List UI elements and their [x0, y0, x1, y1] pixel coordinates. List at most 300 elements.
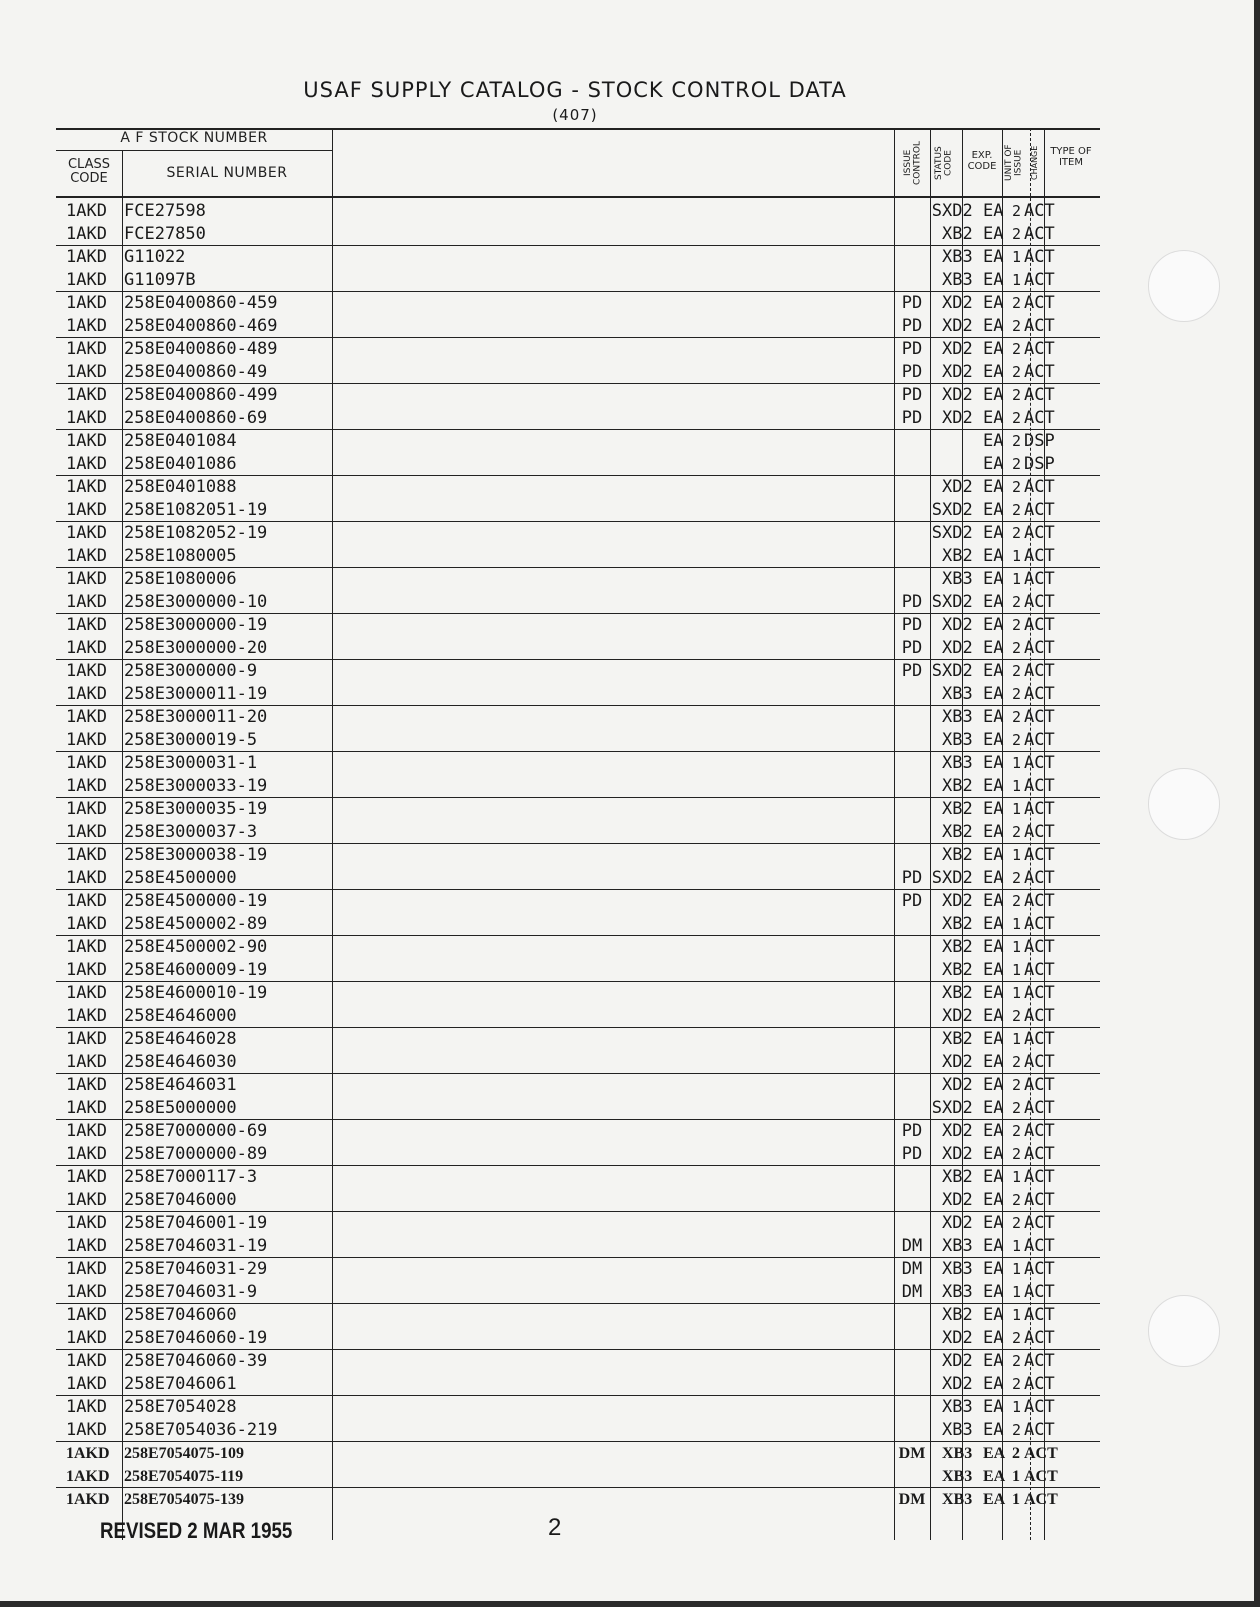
table-row — [56, 752, 1100, 775]
unit-of-issue-cell: EA — [983, 270, 1004, 290]
issue-control-cell — [894, 982, 930, 1005]
table-row — [56, 338, 1100, 361]
change-cell: 2 — [1012, 1053, 1022, 1071]
serial-number-cell: 258E7046060-39 — [124, 1351, 268, 1371]
table-row — [56, 1189, 1100, 1212]
serial-number-cell: 258E7046060 — [124, 1305, 237, 1325]
type-of-item-cell: ACT — [1024, 247, 1055, 267]
status-code-cell: S — [931, 592, 942, 612]
status-code-cell — [930, 361, 942, 384]
change-cell: 1 — [1012, 754, 1022, 772]
change-cell: 2 — [1012, 1122, 1022, 1140]
type-of-item-cell: ACT — [1024, 822, 1055, 842]
issue-control-cell: PD — [901, 638, 923, 658]
table-row — [56, 1074, 1100, 1097]
stock-table — [56, 128, 1100, 1540]
unit-of-issue-cell: EA — [983, 247, 1004, 267]
table-row — [56, 522, 1100, 545]
status-code-cell: S — [931, 868, 942, 888]
unit-of-issue-cell: EA — [983, 799, 1004, 819]
issue-control-cell — [894, 453, 930, 476]
class-code-cell: 1AKD — [66, 1006, 107, 1026]
serial-number-cell: 258E1080005 — [124, 546, 237, 566]
type-of-item-cell: ACT — [1024, 224, 1055, 244]
issue-control-cell — [894, 1419, 930, 1442]
class-code-cell: 1AKD — [66, 707, 107, 727]
type-of-item-cell: ACT — [1024, 753, 1055, 773]
issue-control-cell — [894, 430, 930, 453]
status-code-cell — [930, 890, 942, 913]
change-cell: 1 — [1012, 1030, 1022, 1048]
type-of-item-cell: DSP — [1024, 454, 1055, 474]
class-code-cell: 1AKD — [66, 891, 107, 911]
status-code-cell — [930, 706, 942, 729]
status-code-cell — [930, 407, 942, 430]
table-row — [56, 1212, 1100, 1235]
page-number: 2 — [548, 1514, 562, 1541]
serial-number-cell: 258E7046060-19 — [124, 1328, 268, 1348]
exp-code-cell: XB3 — [942, 753, 973, 773]
serial-number-cell: FCE27850 — [124, 224, 206, 244]
unit-of-issue-cell: EA — [983, 1121, 1004, 1141]
issue-control-cell — [894, 545, 930, 568]
binder-hole — [1148, 768, 1220, 840]
unit-of-issue-cell: EA — [983, 1236, 1004, 1256]
serial-number-cell: 258E3000031-1 — [124, 753, 258, 773]
type-of-item-cell: ACT — [1024, 937, 1055, 957]
issue-control-cell: PD — [901, 385, 923, 405]
unit-of-issue-cell: EA — [983, 569, 1004, 589]
type-of-item-cell: ACT — [1024, 914, 1055, 934]
serial-number-cell: 258E7054075-119 — [124, 1468, 244, 1485]
change-cell: 2 — [1012, 501, 1022, 519]
status-code-cell — [930, 1304, 942, 1327]
issue-control-cell — [894, 1097, 930, 1120]
type-of-item-cell: ACT — [1024, 339, 1055, 359]
unit-of-issue-cell: EA — [983, 638, 1004, 658]
type-of-item-cell: ACT — [1024, 776, 1055, 796]
unit-of-issue-cell: EA — [983, 408, 1004, 428]
exp-code-cell: XD2 — [942, 1190, 973, 1210]
class-code-cell: 1AKD — [66, 293, 107, 313]
exp-code-cell: XB3 — [942, 569, 973, 589]
exp-code-cell: XB3 — [942, 707, 973, 727]
type-of-item-cell: ACT — [1024, 684, 1055, 704]
serial-number-cell: 258E7000000-69 — [124, 1121, 268, 1141]
type-of-item-cell: ACT — [1024, 1052, 1055, 1072]
status-code-cell — [930, 315, 942, 338]
type-of-item-cell: ACT — [1024, 1144, 1055, 1164]
serial-number-cell: 258E0401088 — [124, 477, 237, 497]
serial-number-cell: 258E3000011-19 — [124, 684, 268, 704]
status-code-cell — [930, 246, 942, 269]
issue-control-cell — [894, 683, 930, 706]
unit-of-issue-cell: EA — [983, 1328, 1004, 1348]
table-row — [56, 407, 1100, 430]
class-code-cell: 1AKD — [66, 362, 107, 382]
table-row — [56, 1120, 1100, 1143]
exp-code-cell: XB2 — [942, 960, 973, 980]
unit-of-issue-cell: EA — [983, 868, 1004, 888]
serial-number-cell: 258E7054028 — [124, 1397, 237, 1417]
type-of-item-cell: ACT — [1024, 1468, 1058, 1485]
exp-code-cell: XD2 — [942, 1351, 973, 1371]
revised-stamp: REVISED 2 MAR 1955 — [100, 1518, 293, 1543]
change-cell: 2 — [1012, 317, 1022, 335]
table-row — [56, 1097, 1100, 1120]
type-of-item-cell: ACT — [1024, 845, 1055, 865]
serial-number-cell: 258E0400860-489 — [124, 339, 278, 359]
status-code-cell — [930, 982, 942, 1005]
status-code-cell — [930, 1281, 942, 1304]
issue-control-cell — [894, 200, 930, 223]
status-code-cell — [930, 959, 942, 982]
type-of-item-cell: ACT — [1024, 270, 1055, 290]
serial-number-cell: FCE27598 — [124, 201, 206, 221]
change-cell: 2 — [1012, 662, 1022, 680]
change-cell: 2 — [1012, 823, 1022, 841]
issue-control-cell — [894, 913, 930, 936]
binder-hole — [1148, 250, 1220, 322]
unit-of-issue-cell: EA — [983, 1213, 1004, 1233]
serial-number-cell: 258E7054036-219 — [124, 1420, 278, 1440]
class-code-cell: 1AKD — [66, 1213, 107, 1233]
serial-number-cell: 258E7046031-19 — [124, 1236, 268, 1256]
unit-of-issue-cell: EA — [983, 1144, 1004, 1164]
unit-of-issue-cell: EA — [983, 1029, 1004, 1049]
unit-of-issue-cell: EA — [983, 730, 1004, 750]
issue-control-cell — [894, 844, 930, 867]
type-of-item-cell: ACT — [1024, 868, 1055, 888]
table-row — [56, 545, 1100, 568]
type-of-item-cell: ACT — [1024, 385, 1055, 405]
unit-of-issue-cell: EA — [983, 592, 1004, 612]
serial-number-cell: 258E0400860-49 — [124, 362, 268, 382]
type-of-item-cell: ACT — [1024, 1328, 1055, 1348]
serial-number-cell: 258E3000000-19 — [124, 615, 268, 635]
table-row — [56, 246, 1100, 269]
issue-control-cell — [894, 1465, 930, 1488]
status-code-cell — [930, 637, 942, 660]
class-code-cell: 1AKD — [66, 868, 107, 888]
type-of-item-cell: ACT — [1024, 1397, 1055, 1417]
type-of-item-cell: ACT — [1024, 707, 1055, 727]
type-of-item-cell: ACT — [1024, 1190, 1055, 1210]
serial-number-cell: G11022 — [124, 247, 186, 267]
unit-of-issue-cell: EA — [983, 500, 1004, 520]
exp-code-cell: XD2 — [942, 1098, 973, 1118]
unit-of-issue-cell: EA — [983, 845, 1004, 865]
class-code-cell: 1AKD — [66, 569, 107, 589]
issue-control-cell: PD — [901, 1121, 923, 1141]
status-code-cell — [930, 1258, 942, 1281]
unit-of-issue-cell: EA — [983, 776, 1004, 796]
status-code-cell: S — [931, 201, 942, 221]
change-cell: 2 — [1012, 1099, 1022, 1117]
unit-of-issue-cell: EA — [983, 960, 1004, 980]
table-row — [56, 1258, 1100, 1281]
issue-control-cell — [894, 1028, 930, 1051]
exp-code-cell: XD2 — [942, 408, 973, 428]
serial-number-cell: G11097B — [124, 270, 196, 290]
table-row — [56, 200, 1100, 223]
serial-number-cell: 258E4500002-90 — [124, 937, 268, 957]
type-of-item-cell: ACT — [1024, 891, 1055, 911]
unit-of-issue-cell: EA — [983, 684, 1004, 704]
exp-code-cell: XB3 — [942, 1420, 973, 1440]
serial-number-cell: 258E0400860-499 — [124, 385, 278, 405]
exp-code-cell: XB2 — [942, 1029, 973, 1049]
table-row — [56, 223, 1100, 246]
type-of-item-cell: ACT — [1024, 1445, 1058, 1462]
class-code-cell: 1AKD — [66, 1144, 107, 1164]
issue-control-cell — [894, 246, 930, 269]
change-cell: 2 — [1012, 524, 1022, 542]
exp-code-cell: XB2 — [942, 937, 973, 957]
exp-code-cell: XB2 — [942, 845, 973, 865]
header-unit-of-issue: UNIT OF ISSUE — [1004, 144, 1024, 182]
serial-number-cell: 258E3000035-19 — [124, 799, 268, 819]
unit-of-issue-cell: EA — [983, 1351, 1004, 1371]
serial-number-cell: 258E4600010-19 — [124, 983, 268, 1003]
change-cell: 1 — [1012, 961, 1022, 979]
type-of-item-cell: ACT — [1024, 523, 1055, 543]
status-code-cell — [930, 1189, 942, 1212]
change-cell: 1 — [1012, 1237, 1022, 1255]
exp-code-cell: XB2 — [942, 914, 973, 934]
status-code-cell — [930, 1327, 942, 1350]
exp-code-cell: XB3 — [942, 1468, 973, 1485]
issue-control-cell — [894, 821, 930, 844]
status-code-cell — [930, 775, 942, 798]
table-row — [56, 982, 1100, 1005]
serial-number-cell: 258E0400860-469 — [124, 316, 278, 336]
status-code-cell: S — [931, 500, 942, 520]
status-code-cell — [930, 269, 942, 292]
status-code-cell — [930, 1051, 942, 1074]
table-row — [56, 890, 1100, 913]
serial-number-cell: 258E5000000 — [124, 1098, 237, 1118]
table-row — [56, 729, 1100, 752]
class-code-cell: 1AKD — [66, 454, 107, 474]
table-row — [56, 614, 1100, 637]
type-of-item-cell: ACT — [1024, 477, 1055, 497]
status-code-cell — [930, 913, 942, 936]
issue-control-cell: PD — [901, 408, 923, 428]
class-code-cell: 1AKD — [66, 1374, 107, 1394]
exp-code-cell: XD2 — [942, 592, 973, 612]
status-code-cell — [930, 821, 942, 844]
status-code-cell — [930, 1373, 942, 1396]
type-of-item-cell: ACT — [1024, 1236, 1055, 1256]
table-row — [56, 568, 1100, 591]
exp-code-cell: XB3 — [942, 1259, 973, 1279]
serial-number-cell: 258E1082052-19 — [124, 523, 268, 543]
status-code-cell — [930, 1235, 942, 1258]
unit-of-issue-cell: EA — [983, 1397, 1004, 1417]
type-of-item-cell: ACT — [1024, 730, 1055, 750]
change-cell: 2 — [1012, 708, 1022, 726]
unit-of-issue-cell: EA — [983, 201, 1004, 221]
unit-of-issue-cell: EA — [983, 385, 1004, 405]
exp-code-cell: XB3 — [942, 1397, 973, 1417]
exp-code-cell: XB2 — [942, 1167, 973, 1187]
serial-number-cell: 258E0400860-459 — [124, 293, 278, 313]
class-code-cell: 1AKD — [66, 1029, 107, 1049]
type-of-item-cell: ACT — [1024, 1491, 1058, 1508]
status-code-cell: S — [931, 661, 942, 681]
class-code-cell: 1AKD — [66, 247, 107, 267]
exp-code-cell: XD2 — [942, 638, 973, 658]
type-of-item-cell: ACT — [1024, 1374, 1055, 1394]
unit-of-issue-cell: EA — [983, 454, 1004, 474]
class-code-cell: 1AKD — [66, 1259, 107, 1279]
change-cell: 2 — [1012, 294, 1022, 312]
exp-code-cell — [942, 430, 984, 453]
exp-code-cell: XD2 — [942, 1374, 973, 1394]
change-cell: 1 — [1012, 1168, 1022, 1186]
table-row — [56, 1304, 1100, 1327]
class-code-cell: 1AKD — [66, 385, 107, 405]
class-code-cell: 1AKD — [66, 592, 107, 612]
type-of-item-cell: ACT — [1024, 1420, 1055, 1440]
type-of-item-cell: ACT — [1024, 960, 1055, 980]
change-cell: 1 — [1012, 271, 1022, 289]
status-code-cell — [930, 223, 942, 246]
class-code-cell: 1AKD — [66, 845, 107, 865]
exp-code-cell: XB3 — [942, 1445, 973, 1462]
change-cell: 2 — [1012, 1007, 1022, 1025]
issue-control-cell — [894, 752, 930, 775]
issue-control-cell — [894, 729, 930, 752]
type-of-item-cell: ACT — [1024, 1167, 1055, 1187]
issue-control-cell — [894, 223, 930, 246]
unit-of-issue-cell: EA — [983, 1305, 1004, 1325]
exp-code-cell: XD2 — [942, 201, 973, 221]
exp-code-cell — [942, 453, 984, 476]
change-cell: 1 — [1012, 248, 1022, 266]
change-cell: 2 — [1012, 386, 1022, 404]
table-row — [56, 1350, 1100, 1373]
issue-control-cell: PD — [901, 1144, 923, 1164]
status-code-cell — [930, 798, 942, 821]
exp-code-cell: XB3 — [942, 1236, 973, 1256]
class-code-cell: 1AKD — [66, 753, 107, 773]
serial-number-cell: 258E7000117-3 — [124, 1167, 258, 1187]
class-code-cell: 1AKD — [66, 201, 107, 221]
change-cell: 1 — [1012, 1283, 1022, 1301]
status-code-cell — [930, 1028, 942, 1051]
exp-code-cell: XD2 — [942, 891, 973, 911]
change-cell: 2 — [1012, 892, 1022, 910]
serial-number-cell: 258E4646028 — [124, 1029, 237, 1049]
type-of-item-cell: ACT — [1024, 546, 1055, 566]
header-serial-number: SERIAL NUMBER — [166, 165, 288, 181]
exp-code-cell: XD2 — [942, 385, 973, 405]
serial-number-cell: 258E0401084 — [124, 431, 237, 451]
exp-code-cell: XD2 — [942, 293, 973, 313]
table-row — [56, 775, 1100, 798]
unit-of-issue-cell: EA — [983, 1006, 1004, 1026]
change-cell: 2 — [1012, 1445, 1020, 1462]
issue-control-cell: DM — [898, 1491, 926, 1508]
serial-number-cell: 258E7046001-19 — [124, 1213, 268, 1233]
exp-code-cell: XD2 — [942, 1213, 973, 1233]
change-cell: 2 — [1012, 593, 1022, 611]
status-code-cell — [930, 1419, 942, 1442]
change-cell: 2 — [1012, 1214, 1022, 1232]
exp-code-cell: XD2 — [942, 661, 973, 681]
change-cell: 1 — [1012, 846, 1022, 864]
status-code-cell — [930, 1396, 942, 1419]
change-cell: 2 — [1012, 1375, 1022, 1393]
unit-of-issue-cell: EA — [983, 1098, 1004, 1118]
change-cell: 2 — [1012, 478, 1022, 496]
status-code-cell: S — [931, 523, 942, 543]
exp-code-cell: XB3 — [942, 1282, 973, 1302]
class-code-cell: 1AKD — [66, 983, 107, 1003]
change-cell: 1 — [1012, 570, 1022, 588]
unit-of-issue-cell: EA — [983, 1445, 1006, 1462]
status-code-cell — [930, 729, 942, 752]
table-row — [56, 453, 1100, 476]
status-code-cell — [930, 453, 942, 476]
header-class-code: CLASS CODE — [67, 157, 110, 187]
class-code-cell: 1AKD — [66, 615, 107, 635]
change-cell: 2 — [1012, 363, 1022, 381]
table-row — [56, 315, 1100, 338]
type-of-item-cell: ACT — [1024, 569, 1055, 589]
issue-control-cell — [894, 1074, 930, 1097]
issue-control-cell: PD — [901, 615, 923, 635]
issue-control-cell — [894, 775, 930, 798]
status-code-cell — [930, 545, 942, 568]
serial-number-cell: 258E3000000-20 — [124, 638, 268, 658]
exp-code-cell: XB3 — [942, 1491, 973, 1508]
table-row — [56, 660, 1100, 683]
issue-control-cell: DM — [898, 1445, 926, 1462]
type-of-item-cell: ACT — [1024, 1305, 1055, 1325]
exp-code-cell: XD2 — [942, 316, 973, 336]
serial-number-cell: 258E7046000 — [124, 1190, 237, 1210]
unit-of-issue-cell: EA — [983, 1420, 1004, 1440]
issue-control-cell — [894, 269, 930, 292]
class-code-cell: 1AKD — [66, 914, 107, 934]
unit-of-issue-cell: EA — [983, 339, 1004, 359]
change-cell: 2 — [1012, 1329, 1022, 1347]
change-cell: 1 — [1012, 547, 1022, 565]
change-cell: 2 — [1012, 685, 1022, 703]
issue-control-cell: PD — [901, 661, 923, 681]
serial-number-cell: 258E1080006 — [124, 569, 237, 589]
class-code-cell: 1AKD — [66, 1190, 107, 1210]
issue-control-cell: DM — [901, 1259, 923, 1279]
unit-of-issue-cell: EA — [983, 523, 1004, 543]
exp-code-cell: XD2 — [942, 1006, 973, 1026]
table-row — [56, 361, 1100, 384]
class-code-cell: 1AKD — [66, 661, 107, 681]
table-row — [56, 936, 1100, 959]
serial-number-cell: 258E3000037-3 — [124, 822, 258, 842]
status-code-cell — [930, 1166, 942, 1189]
exp-code-cell: XB3 — [942, 247, 973, 267]
exp-code-cell: XB3 — [942, 270, 973, 290]
issue-control-cell — [894, 1005, 930, 1028]
serial-number-cell: 258E4600009-19 — [124, 960, 268, 980]
serial-number-cell: 258E3000011-20 — [124, 707, 268, 727]
class-code-cell: 1AKD — [66, 546, 107, 566]
class-code-cell: 1AKD — [66, 1121, 107, 1141]
